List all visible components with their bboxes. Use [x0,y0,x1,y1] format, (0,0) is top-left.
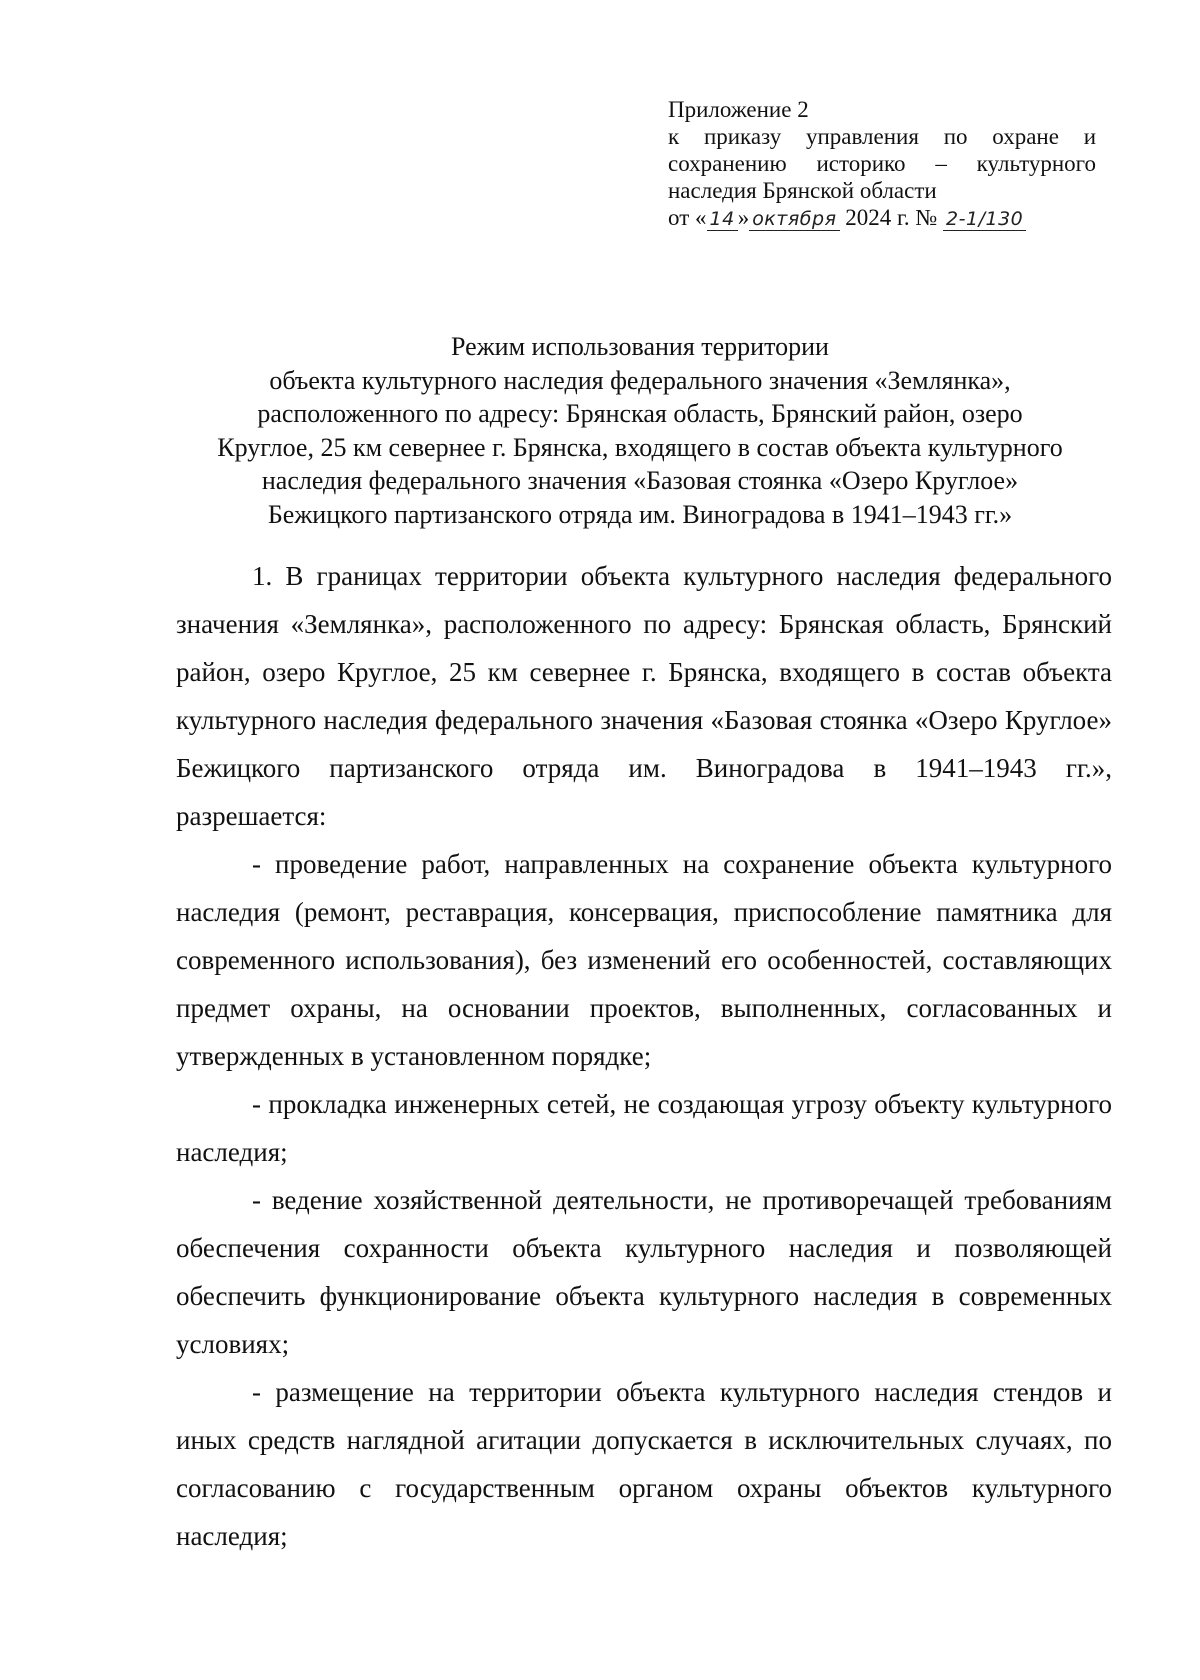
permitted-works-item: - проведение работ, направленных на сохранение объекта культурного наследия (ремонт, реставрация, консервация, приспособление памятника для современного использования), без изменений его особенностей, составляющих предмет охраны, на основании проектов, выполненных, согласованных и утвержденных в установленном порядке; [176,849,1112,1071]
title-line: объекта культурного наследия федерального значения «Землянка», [269,365,1011,395]
date-prefix: от « [668,205,707,230]
title-line: Круглое, 25 км севернее г. Брянска, входящего в состав объекта культурного [217,432,1063,462]
date-mid: » [737,205,750,230]
handwritten-day: 14 [707,208,738,231]
permitted-economic-activity-item: - ведение хозяйственной деятельности, не противоречащей требованиям обеспечения сохранности объекта культурного наследия и позволяющей обеспечить функционирование объекта культурного наследия в современных условиях; [176,1185,1112,1359]
title-line: расположенного по адресу: Брянская область, Брянский район, озеро [257,399,1023,428]
document-body [176,552,1112,1560]
appendix-header [668,96,1096,231]
appendix-region-line: наследия Брянской области [668,178,937,203]
handwritten-month: октября [749,208,839,231]
permitted-networks-item: - прокладка инженерных сетей, не создающая угрозу объекту культурного наследия; [176,1089,1112,1167]
title-line: Режим использования территории [451,332,829,361]
permitted-stands-item: - размещение на территории объекта культурного наследия стендов и иных средств наглядной агитации допускается в исключительных случаях, по согласованию с государственным органом охраны объектов культурного наследия; [176,1377,1112,1551]
clause-1-paragraph: 1. В границах территории объекта культурного наследия федерального значения «Землянка», расположенного по адресу: Брянская область, Брянский район, озеро Круглое, 25 км севернее г. Брянска, входящего в состав объекта культурного наследия федерального значения «Базовая стоянка «Озеро Круглое» Бежицкого партизанского отряда им. Виноградова в 1941–1943 гг.», разрешается: [176,561,1112,831]
document-title [160,330,1120,531]
title-line: наследия федерального значения «Базовая стоянка «Озеро Круглое» [261,466,1019,495]
title-line: Бежицкого партизанского отряда им. Виноградова в 1941–1943 гг.» [267,499,1013,529]
appendix-number: Приложение 2 [668,97,809,122]
date-year: 2024 г. № [839,205,944,230]
appendix-order-line: к приказу управления по охране и [668,124,1096,149]
appendix-authority-line: сохранению историко – культурного [668,151,1096,176]
appendix-date-line [668,204,1096,231]
handwritten-order-number: 2-1/130 [943,208,1026,231]
